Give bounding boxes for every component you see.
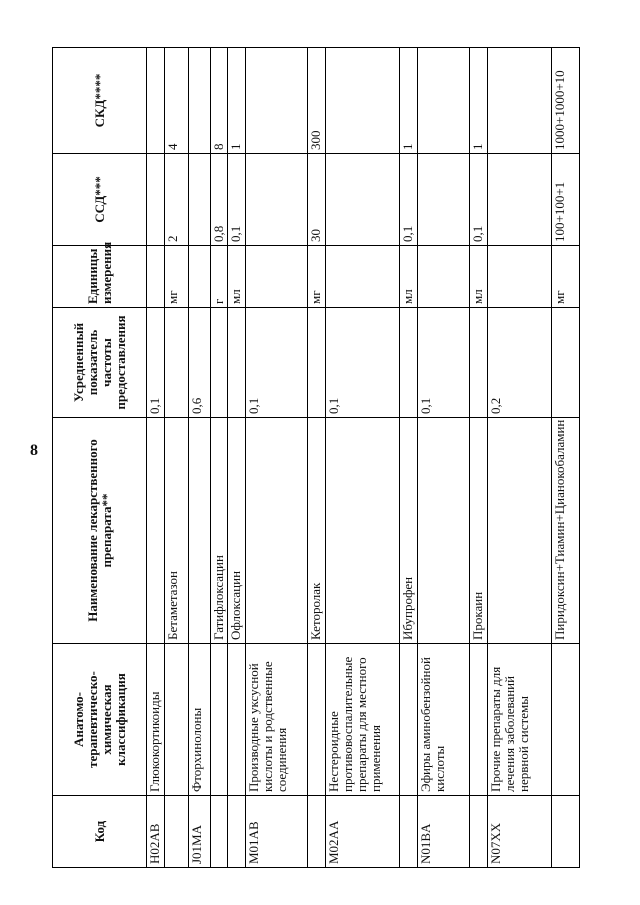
- cell-ssd: 30: [308, 154, 326, 246]
- cell-atc: Производные уксусной кислоты и родственные соединения: [246, 644, 308, 796]
- cell-skd: 300: [308, 48, 326, 154]
- header-drug-name: Наименование лекарственного препарата**: [53, 418, 147, 644]
- table-row: [418, 48, 470, 868]
- cell-skd: [189, 48, 211, 154]
- cell-drug-name: Кеторолак: [308, 418, 326, 644]
- cell-code: M02AA: [326, 796, 400, 868]
- cell-frequency: [552, 308, 580, 418]
- cell-ssd: [147, 154, 165, 246]
- cell-unit: мл: [400, 246, 418, 308]
- drug-table: [52, 47, 580, 868]
- header-ssd: ССД***: [53, 154, 147, 246]
- cell-skd: 8: [211, 48, 228, 154]
- cell-skd: [246, 48, 308, 154]
- table-row: [400, 48, 418, 868]
- table-row: [552, 48, 580, 868]
- cell-code: J01MA: [189, 796, 211, 868]
- cell-atc: [165, 644, 189, 796]
- table-row: [211, 48, 228, 868]
- cell-drug-name: [418, 418, 470, 644]
- cell-unit: [246, 246, 308, 308]
- cell-skd: 1: [470, 48, 488, 154]
- cell-skd: [418, 48, 470, 154]
- cell-drug-name: Бетаметазон: [165, 418, 189, 644]
- cell-drug-name: Прокаин: [470, 418, 488, 644]
- cell-atc: [211, 644, 228, 796]
- header-code: Код: [53, 796, 147, 868]
- cell-drug-name: [326, 418, 400, 644]
- cell-ssd: 100+100+1: [552, 154, 580, 246]
- cell-frequency: 0,1: [418, 308, 470, 418]
- cell-atc: Глюкокортикоиды: [147, 644, 165, 796]
- page-number: 8: [30, 442, 38, 459]
- cell-ssd: [246, 154, 308, 246]
- cell-ssd: [189, 154, 211, 246]
- cell-unit: [189, 246, 211, 308]
- cell-ssd: 0,8: [211, 154, 228, 246]
- cell-ssd: [488, 154, 552, 246]
- cell-skd: 4: [165, 48, 189, 154]
- cell-code: N07XX: [488, 796, 552, 868]
- cell-ssd: 0,1: [400, 154, 418, 246]
- cell-ssd: 0,1: [470, 154, 488, 246]
- cell-code: [211, 796, 228, 868]
- table-header-row: [53, 48, 147, 868]
- cell-frequency: 0,2: [488, 308, 552, 418]
- cell-code: [552, 796, 580, 868]
- table-row: [488, 48, 552, 868]
- cell-frequency: 0,1: [147, 308, 165, 418]
- cell-frequency: [228, 308, 246, 418]
- cell-unit: [418, 246, 470, 308]
- cell-drug-name: [189, 418, 211, 644]
- table-row: [189, 48, 211, 868]
- table-row: [470, 48, 488, 868]
- cell-frequency: [400, 308, 418, 418]
- cell-skd: [488, 48, 552, 154]
- cell-atc: Эфиры аминобензойной кислоты: [418, 644, 470, 796]
- cell-atc: [308, 644, 326, 796]
- cell-atc: [552, 644, 580, 796]
- cell-frequency: [211, 308, 228, 418]
- cell-unit: мг: [165, 246, 189, 308]
- cell-unit: [147, 246, 165, 308]
- table-body: [147, 48, 580, 868]
- cell-skd: [147, 48, 165, 154]
- cell-code: [165, 796, 189, 868]
- cell-skd: 1000+1000+10: [552, 48, 580, 154]
- table-row: [308, 48, 326, 868]
- cell-unit: мг: [552, 246, 580, 308]
- table-row: [165, 48, 189, 868]
- table-row: [228, 48, 246, 868]
- cell-frequency: [165, 308, 189, 418]
- cell-atc: Фторхинолоны: [189, 644, 211, 796]
- cell-drug-name: [488, 418, 552, 644]
- table-row: [246, 48, 308, 868]
- cell-skd: 1: [228, 48, 246, 154]
- cell-drug-name: Пиридоксин+Тиамин+Цианокобаламин: [552, 418, 580, 644]
- cell-code: [308, 796, 326, 868]
- cell-frequency: 0,1: [246, 308, 308, 418]
- cell-atc: Прочие препараты для лечения заболеваний нервной системы: [488, 644, 552, 796]
- cell-drug-name: Ибупрофен: [400, 418, 418, 644]
- cell-unit: г: [211, 246, 228, 308]
- header-atc: Анатомо-терапевтическо-химическая классификация: [53, 644, 147, 796]
- cell-unit: мл: [228, 246, 246, 308]
- table-row: [147, 48, 165, 868]
- cell-unit: [326, 246, 400, 308]
- cell-ssd: [418, 154, 470, 246]
- cell-code: M01AB: [246, 796, 308, 868]
- cell-atc: [470, 644, 488, 796]
- cell-drug-name: Офлоксацин: [228, 418, 246, 644]
- cell-frequency: [470, 308, 488, 418]
- cell-atc: [400, 644, 418, 796]
- cell-unit: [488, 246, 552, 308]
- cell-unit: мл: [470, 246, 488, 308]
- cell-code: [228, 796, 246, 868]
- cell-ssd: 0,1: [228, 154, 246, 246]
- cell-frequency: 0,1: [326, 308, 400, 418]
- cell-drug-name: [246, 418, 308, 644]
- cell-frequency: 0,6: [189, 308, 211, 418]
- cell-code: H02AB: [147, 796, 165, 868]
- cell-drug-name: [147, 418, 165, 644]
- cell-unit: мг: [308, 246, 326, 308]
- table-row: [326, 48, 400, 868]
- cell-atc: [228, 644, 246, 796]
- cell-skd: [326, 48, 400, 154]
- rotated-table-wrapper: [52, 48, 572, 868]
- cell-atc: Нестероидные противовоспалительные препараты для местного применения: [326, 644, 400, 796]
- cell-drug-name: Гатифлоксацин: [211, 418, 228, 644]
- cell-ssd: 2: [165, 154, 189, 246]
- header-frequency: Усредненный показатель частоты предоставления: [53, 308, 147, 418]
- cell-code: N01BA: [418, 796, 470, 868]
- cell-ssd: [326, 154, 400, 246]
- cell-code: [470, 796, 488, 868]
- header-skd: СКД****: [53, 48, 147, 154]
- header-unit: Единицы измерения: [53, 246, 147, 308]
- cell-code: [400, 796, 418, 868]
- cell-frequency: [308, 308, 326, 418]
- cell-skd: 1: [400, 48, 418, 154]
